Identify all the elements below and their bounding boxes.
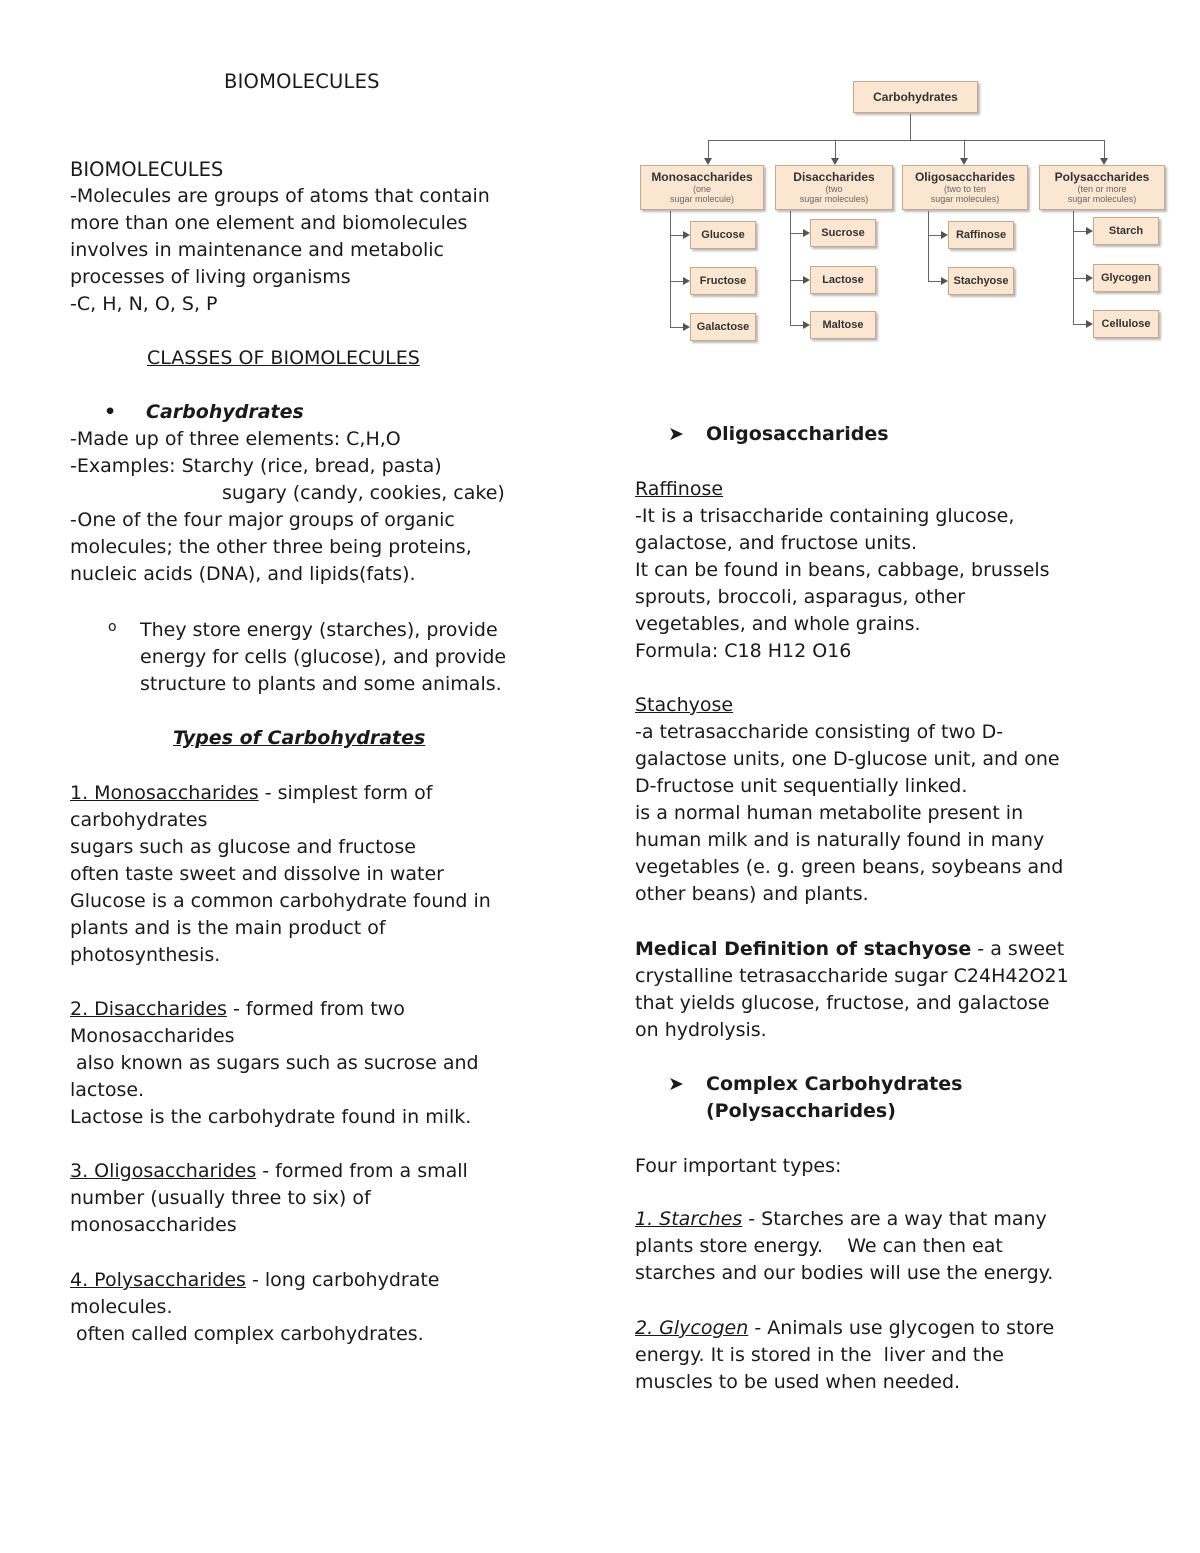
carbs-line: -Examples: Starchy (rice, bread, pasta)	[70, 455, 442, 477]
arrow-right-icon	[1086, 274, 1093, 282]
connector-line	[708, 140, 1104, 141]
medical-definition-section	[635, 936, 1155, 1044]
stachyose-line: other beans) and plants.	[635, 883, 869, 905]
diagram-group-monosaccharides	[640, 165, 764, 210]
mono-line: often taste sweet and dissolve in water	[70, 863, 444, 885]
polysaccharides-item	[70, 1267, 570, 1348]
carbs-line: sugary (candy, cookies, cake)	[222, 482, 505, 504]
stachyose-line: human milk and is naturally found in many	[635, 829, 1045, 851]
sub-bullet-line: energy for cells (glucose), and provide	[140, 646, 507, 668]
complex-carbs-heading	[668, 1071, 962, 1125]
raffinose-section	[635, 476, 1155, 665]
mono-label: 1. Monosaccharides	[70, 782, 259, 804]
connector-line	[1073, 231, 1087, 232]
carbohydrates-diagram	[638, 78, 1168, 346]
monosaccharides-item	[70, 780, 570, 969]
diagram-leaf-raffinose: Raffinose	[948, 221, 1014, 249]
connector-line	[1073, 278, 1087, 279]
intro-heading: BIOMOLECULES	[70, 158, 224, 181]
starch-label: 1. Starches	[635, 1208, 743, 1230]
arrow-bullet-icon: ➤	[668, 423, 684, 445]
arrow-bullet-icon: ➤	[668, 1073, 684, 1095]
connector-line	[1104, 140, 1105, 160]
diagram-leaf-glycogen: Glycogen	[1093, 264, 1159, 292]
group-sub: sugar molecules)	[930, 194, 1000, 204]
group-sub: (one	[692, 184, 711, 194]
stachyose-label: Stachyose	[635, 694, 734, 716]
arrow-right-icon	[1086, 227, 1093, 235]
diagram-leaf-stachyose: Stachyose	[948, 267, 1014, 295]
connector-line	[670, 327, 684, 328]
group-title: Polysaccharides	[1054, 170, 1150, 184]
carbohydrates-heading: Carbohydrates	[146, 401, 304, 423]
arrow-down-icon	[960, 158, 968, 165]
mono-line: carbohydrates	[70, 809, 208, 831]
oligosaccharides-item	[70, 1158, 570, 1239]
sub-bullet-line: structure to plants and some animals.	[140, 673, 502, 695]
medical-line: crystalline tetrasaccharide sugar C24H42O21	[635, 965, 1069, 987]
classes-heading: CLASSES OF BIOMOLECULES	[147, 347, 420, 369]
diagram-leaf-glucose: Glucose	[690, 221, 756, 249]
connector-line	[790, 211, 791, 325]
diagram-leaf-cellulose: Cellulose	[1093, 310, 1159, 338]
stachyose-section	[635, 692, 1155, 908]
connector-line	[790, 233, 804, 234]
connector-line	[1073, 211, 1074, 324]
group-sub: sugar molecules)	[799, 194, 869, 204]
mono-line: plants and is the main product of	[70, 917, 386, 939]
di-rest: - formed from two	[226, 998, 405, 1020]
starch-line: plants store energy. We can then eat	[635, 1235, 1003, 1257]
arrow-right-icon	[941, 277, 948, 285]
group-sub: sugar molecule)	[669, 194, 735, 204]
oligosaccharides-heading: Oligosaccharides	[706, 423, 889, 445]
diagram-group-polysaccharides	[1039, 165, 1165, 210]
circle-bullet-icon: o	[108, 619, 117, 635]
arrow-right-icon	[683, 231, 690, 239]
glycogen-label: 2. Glycogen	[635, 1317, 749, 1339]
raffinose-line: galactose, and fructose units.	[635, 532, 918, 554]
intro-line: -Molecules are groups of atoms that contain	[70, 185, 490, 207]
four-types-intro: Four important types:	[635, 1155, 842, 1177]
stachyose-line: galactose units, one D-glucose unit, and one	[635, 748, 1060, 770]
connector-line	[928, 211, 929, 281]
connector-line	[670, 281, 684, 282]
intro-line: processes of living organisms	[70, 266, 351, 288]
diagram-group-disaccharides	[775, 165, 893, 210]
poly-label: 4. Polysaccharides	[70, 1269, 246, 1291]
diagram-root-box	[853, 81, 978, 113]
stachyose-line: vegetables (e. g. green beans, soybeans and	[635, 856, 1064, 878]
group-sub: (ten or more	[1077, 184, 1127, 194]
types-heading: Types of Carbohydrates	[173, 727, 426, 749]
diagram-leaf-maltose: Maltose	[810, 311, 876, 339]
group-sub: (two to ten	[943, 184, 987, 194]
raffinose-line: vegetables, and whole grains.	[635, 613, 921, 635]
group-title: Monosaccharides	[651, 170, 753, 184]
arrow-right-icon	[803, 276, 810, 284]
raffinose-line: sprouts, broccoli, asparagus, other	[635, 586, 966, 608]
group-sub: sugar molecules)	[1067, 194, 1137, 204]
complex-heading-line1: Complex Carbohydrates	[706, 1073, 963, 1095]
raffinose-line: Formula: C18 H12 O16	[635, 640, 852, 662]
diagram-leaf-sucrose: Sucrose	[810, 219, 876, 247]
starches-item	[635, 1206, 1155, 1287]
intro-line: involves in maintenance and metabolic	[70, 239, 444, 261]
intro-section	[70, 156, 570, 318]
connector-line	[928, 281, 942, 282]
arrow-down-icon	[704, 158, 712, 165]
glycogen-rest: - Animals use glycogen to store	[748, 1317, 1055, 1339]
glycogen-line: energy. It is stored in the liver and the	[635, 1344, 1004, 1366]
carbs-sub-bullet	[70, 617, 570, 698]
carbs-line: -One of the four major groups of organic	[70, 509, 455, 531]
document-title: BIOMOLECULES	[224, 70, 380, 93]
diagram-leaf-lactose: Lactose	[810, 266, 876, 294]
starch-rest: - Starches are a way that many	[742, 1208, 1047, 1230]
group-sub: (two	[825, 184, 843, 194]
connector-line	[708, 140, 709, 160]
diagram-leaf-starch: Starch	[1093, 217, 1159, 245]
glycogen-item	[635, 1315, 1155, 1396]
glycogen-line: muscles to be used when needed.	[635, 1371, 961, 1393]
carbs-line: -Made up of three elements: C,H,O	[70, 428, 401, 450]
group-title: Disaccharides	[793, 170, 875, 184]
raffinose-line: -It is a trisaccharide containing glucose,	[635, 505, 1015, 527]
mono-rest: - simplest form of	[258, 782, 433, 804]
medical-label: Medical Definition of stachyose	[635, 938, 972, 960]
mono-line: Glucose is a common carbohydrate found in	[70, 890, 491, 912]
connector-line	[790, 325, 804, 326]
connector-line	[910, 114, 911, 140]
oligo-line: monosaccharides	[70, 1214, 237, 1236]
diagram-leaf-galactose: Galactose	[690, 313, 756, 341]
carbs-line: nucleic acids (DNA), and lipids(fats).	[70, 563, 416, 585]
connector-line	[1073, 324, 1087, 325]
stachyose-line: D-fructose unit sequentially linked.	[635, 775, 968, 797]
arrow-right-icon	[941, 231, 948, 239]
connector-line	[670, 211, 671, 327]
poly-rest: - long carbohydrate	[245, 1269, 440, 1291]
mono-line: photosynthesis.	[70, 944, 221, 966]
diagram-group-oligosaccharides	[902, 165, 1028, 210]
intro-line: -C, H, N, O, S, P	[70, 293, 218, 315]
arrow-right-icon	[1086, 320, 1093, 328]
carbs-line: molecules; the other three being proteins,	[70, 536, 472, 558]
diagram-root-label: Carbohydrates	[873, 90, 958, 104]
sub-bullet-line: They store energy (starches), provide	[140, 619, 498, 641]
arrow-down-icon	[1100, 158, 1108, 165]
group-title: Oligosaccharides	[914, 170, 1016, 184]
connector-line	[964, 140, 965, 160]
bullet-icon: •	[104, 401, 117, 423]
arrow-right-icon	[803, 321, 810, 329]
arrow-right-icon	[683, 323, 690, 331]
carbohydrates-section	[70, 399, 570, 588]
medical-rest: - a sweet	[971, 938, 1065, 960]
di-line: Lactose is the carbohydrate found in milk.	[70, 1106, 472, 1128]
arrow-down-icon	[831, 158, 839, 165]
arrow-right-icon	[683, 277, 690, 285]
complex-heading-line2: (Polysaccharides)	[706, 1100, 896, 1122]
oligosaccharides-heading-row	[668, 421, 889, 448]
medical-line: on hydrolysis.	[635, 1019, 767, 1041]
connector-line	[928, 235, 942, 236]
connector-line	[835, 140, 836, 160]
di-line: Monosaccharides	[70, 1025, 235, 1047]
poly-line: molecules.	[70, 1296, 173, 1318]
mono-line: sugars such as glucose and fructose	[70, 836, 416, 858]
arrow-right-icon	[803, 229, 810, 237]
connector-line	[670, 235, 684, 236]
di-line: lactose.	[70, 1079, 145, 1101]
oligo-rest: - formed from a small	[256, 1160, 468, 1182]
raffinose-line: It can be found in beans, cabbage, brussels	[635, 559, 1050, 581]
intro-line: more than one element and biomolecules	[70, 212, 468, 234]
raffinose-label: Raffinose	[635, 478, 724, 500]
di-label: 2. Disaccharides	[70, 998, 227, 1020]
starch-line: starches and our bodies will use the energy.	[635, 1262, 1054, 1284]
disaccharides-item	[70, 996, 570, 1131]
stachyose-line: -a tetrasaccharide consisting of two D-	[635, 721, 1004, 743]
medical-line: that yields glucose, fructose, and galactose	[635, 992, 1050, 1014]
oligo-label: 3. Oligosaccharides	[70, 1160, 257, 1182]
stachyose-line: is a normal human metabolite present in	[635, 802, 1024, 824]
oligo-line: number (usually three to six) of	[70, 1187, 371, 1209]
connector-line	[790, 280, 804, 281]
di-line: also known as sugars such as sucrose and	[70, 1052, 479, 1074]
diagram-leaf-fructose: Fructose	[690, 267, 756, 295]
poly-line: often called complex carbohydrates.	[70, 1323, 424, 1345]
